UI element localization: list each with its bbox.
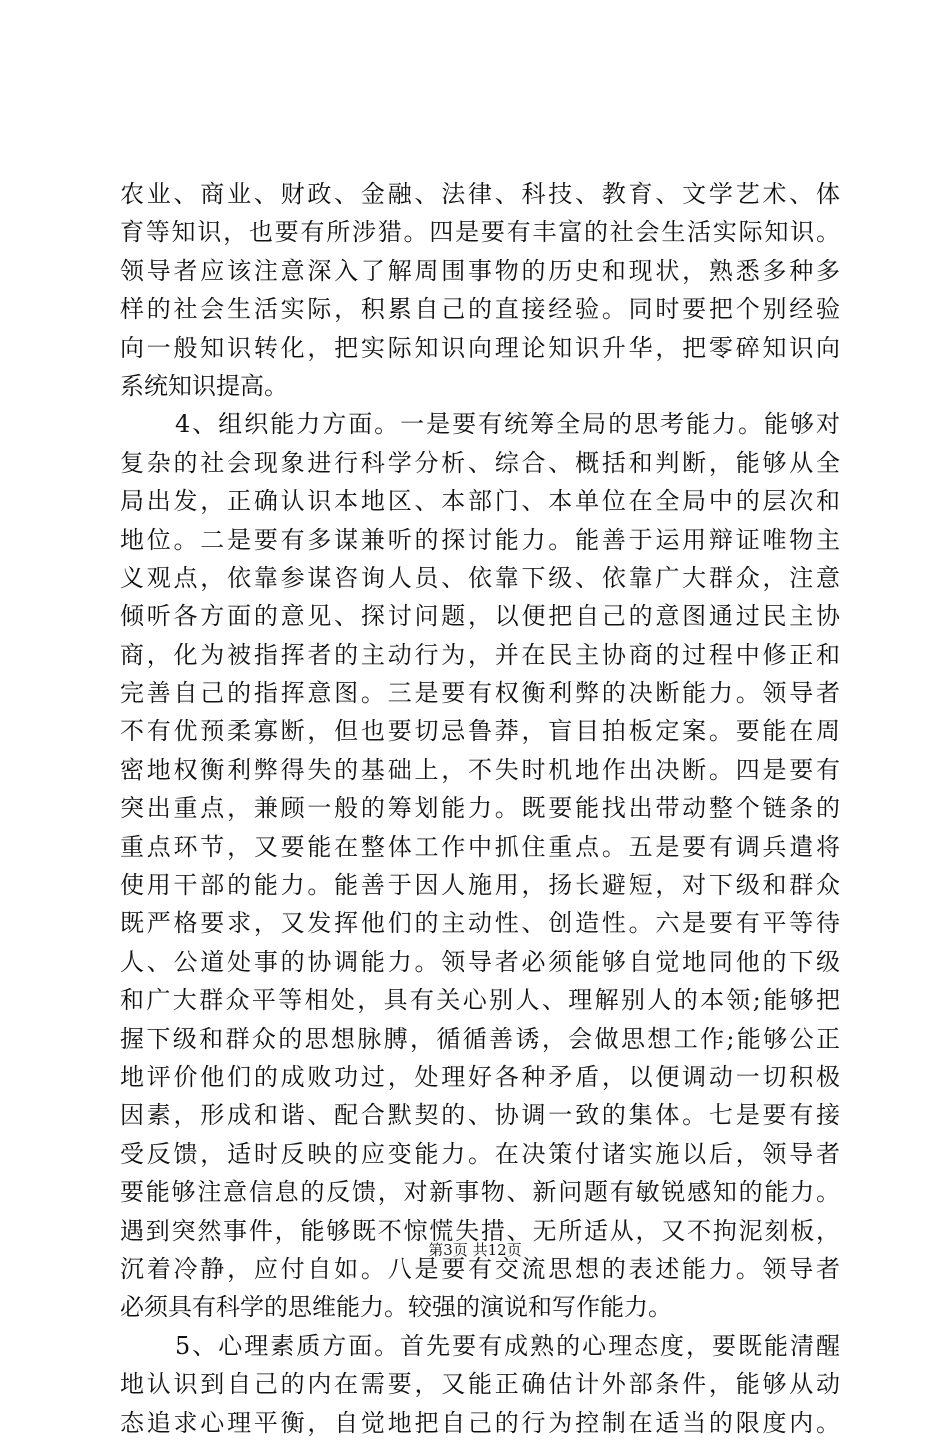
- text-line: 向一般知识转化，把实际知识向理论知识升华，把零碎知识向: [120, 333, 840, 362]
- text-line: 遇到突然事件，能够既不惊慌失措、无所适从，又不拘泥刻板，: [120, 1216, 840, 1245]
- text-line: 因素，形成和谐、配合默契的、协调一致的集体。七是要有接: [120, 1101, 840, 1130]
- paragraph-organizational-ability: [120, 405, 840, 1326]
- text-line: 重点环节，又要能在整体工作中抓住重点。五是要有调兵遣将: [120, 832, 840, 861]
- text-line: 受反馈，适时反映的应变能力。在决策付诸实施以后，领导者: [120, 1139, 840, 1168]
- text-line: 样的社会生活实际，积累自己的直接经验。同时要把个别经验: [120, 295, 840, 324]
- text-line: 商，化为被指挥者的主动行为，并在民主协商的过程中修正和: [120, 640, 840, 669]
- text-line: 5、心理素质方面。首先要有成熟的心理态度，要既能清醒: [175, 1331, 840, 1360]
- text-line: 不有优预柔寡断，但也要切忌鲁莽，盲目拍板定案。要能在周: [120, 717, 840, 746]
- text-line: 地认识到自己的内在需要，又能正确估计外部条件，能够从动: [120, 1370, 840, 1399]
- text-line: 完善自己的指挥意图。三是要有权衡利弊的决断能力。领导者: [120, 679, 840, 708]
- text-line: 领导者应该注意深入了解周围事物的历史和现状，熟悉多种多: [120, 256, 840, 285]
- text-line: 复杂的社会现象进行科学分析、综合、概括和判断，能够从全: [120, 448, 840, 477]
- text-line: 必须具有科学的思维能力。较强的演说和写作能力。: [120, 1293, 672, 1322]
- text-line: 要能够注意信息的反馈，对新事物、新问题有敏锐感知的能力。: [120, 1178, 840, 1207]
- paragraph-knowledge: [120, 175, 840, 405]
- text-line: 地位。二是要有多谋兼听的探讨能力。能善于运用辩证唯物主: [120, 525, 840, 554]
- text-line: 和广大群众平等相处，具有关心别人、理解别人的本领;能够把: [120, 986, 840, 1015]
- text-line: 局出发，正确认识本地区、本部门、本单位在全局中的层次和: [120, 487, 840, 516]
- text-line: 地评价他们的成败功过，处理好各种矛盾，以便调动一切积极: [120, 1062, 840, 1091]
- text-line: 系统知识提高。: [120, 371, 288, 400]
- text-line: 态追求心理平衡，自觉地把自己的行为控制在适当的限度内。: [120, 1408, 840, 1437]
- text-line: 突出重点，兼顾一般的筹划能力。既要能找出带动整个链条的: [120, 794, 840, 823]
- text-line: 4、组织能力方面。一是要有统筹全局的思考能力。能够对: [175, 410, 840, 439]
- text-line: 农业、商业、财政、金融、法律、科技、教育、文学艺术、体: [120, 180, 840, 208]
- text-line: 使用干部的能力。能善于因人施用，扬长避短，对下级和群众: [120, 871, 840, 900]
- text-line: 沉着冷静，应付自如。八是要有交流思想的表述能力。领导者: [120, 1254, 840, 1283]
- text-line: 人、公道处事的协调能力。领导者必须能够自觉地同他的下级: [120, 947, 840, 976]
- text-line: 握下级和群众的思想脉膊，循循善诱，会做思想工作;能够公正: [120, 1024, 840, 1053]
- text-line: 义观点，依靠参谋咨询人员、依靠下级、依靠广大群众，注意: [120, 563, 840, 592]
- text-line: 育等知识，也要有所涉猎。四是要有丰富的社会生活实际知识。: [120, 218, 840, 247]
- text-line: 密地权衡利弊得失的基础上，不失时机地作出决断。四是要有: [120, 755, 840, 784]
- text-line: 倾听各方面的意见、探讨问题，以便把自己的意图通过民主协: [120, 602, 840, 631]
- text-line: 既严格要求，又发挥他们的主动性、创造性。六是要有平等待: [120, 909, 840, 938]
- page-number-footer: 第3页 共12页: [428, 1241, 522, 1259]
